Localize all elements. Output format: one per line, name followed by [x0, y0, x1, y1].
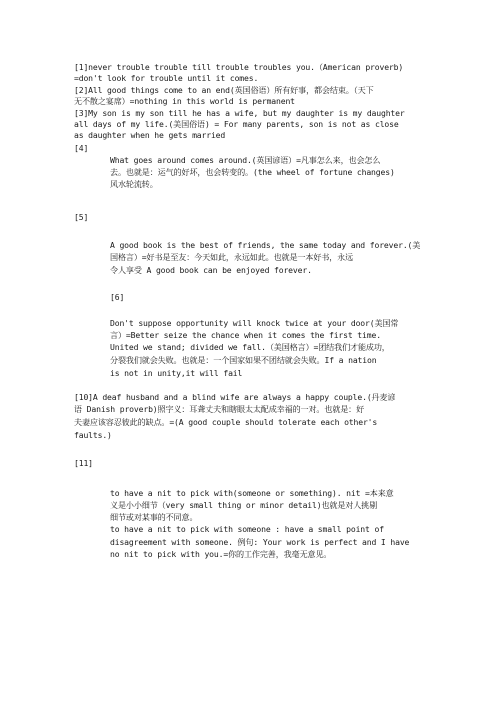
text-line: 无不散之宴席）=nothing in this world is permanent [74, 96, 295, 106]
text-line: 夫妻应该容忍彼此的缺点。=(A good couple should tolerate each other's [74, 417, 378, 427]
text-line: disagreement with someone. 例句: Your work is perfect and I have [110, 537, 410, 547]
text-line: [3]My son is my son till he has a wife, but my daughter is my daughter [74, 108, 405, 118]
text-line: [2]All good things come to an end(英国俗语）所有好事，都会结束。（天下 [74, 85, 374, 95]
section-number: [11] [74, 458, 93, 468]
text-line: 去。也就是：运气的好坏，也会转变的。(the wheel of fortune changes) [110, 167, 395, 177]
text-line: faults.) [74, 430, 112, 440]
text-line: is not in unity,it will fail [110, 368, 243, 378]
text-line: 细节或对某事的不同意。 [110, 512, 198, 522]
text-line: no nit to pick with you.=你的工作完善，我毫无意见。 [110, 549, 332, 559]
text-line: A good book is the best of friends, the same today and forever.(美 [110, 240, 421, 250]
text-line: 国格言）=好书是至友：今天如此，永远如此。也就是一本好书，永远 [110, 252, 354, 262]
text-line: [10]A deaf husband and a blind wife are always a happy couple.(丹麦谚 [74, 392, 396, 402]
section-number: [5] [74, 212, 89, 222]
section-number: [4] [74, 143, 89, 153]
text-line: to have a nit to pick with someone : have a small point of [110, 524, 384, 534]
text-line: 言）=Better seize the chance when it comes the first time. [110, 330, 381, 340]
text-line: 语 Danish proverb)照字义：耳聋丈夫和瞎眼太太配成幸福的一对。也就是：好 [74, 404, 365, 414]
text-line: Don't suppose opportunity will knock twice at your door(美国常 [110, 318, 399, 328]
text-line: all days of my life.(美国俗语) = For many parents, son is not as close [74, 119, 399, 129]
text-line: 分裂我们就会失败。也就是：一个国家如果不团结就会失败。If a nation [110, 355, 377, 365]
text-line: to have a nit to pick with(someone or something). nit =本来意 [110, 488, 394, 498]
text-line: What goes around comes around.(英国谚语）=凡事怎么来，也会怎么 [110, 155, 381, 165]
text-line: 令人享受 A good book can be enjoyed forever. [110, 265, 312, 275]
text-line: =don't look for trouble until it comes. [74, 73, 259, 83]
text-line: 义是小小细节（very small thing or minor detail)也就是对人挑剔 [110, 500, 378, 510]
section-number: [6] [110, 292, 125, 302]
text-line: 风水轮流转。 [110, 179, 158, 189]
text-line: [1]never trouble trouble till trouble troubles you.（American proverb) [74, 62, 404, 72]
text-line: as daughter when he gets married [74, 130, 226, 140]
text-line: United we stand; divided we fall.（美国格言）=团结我们才能成功， [110, 342, 390, 352]
